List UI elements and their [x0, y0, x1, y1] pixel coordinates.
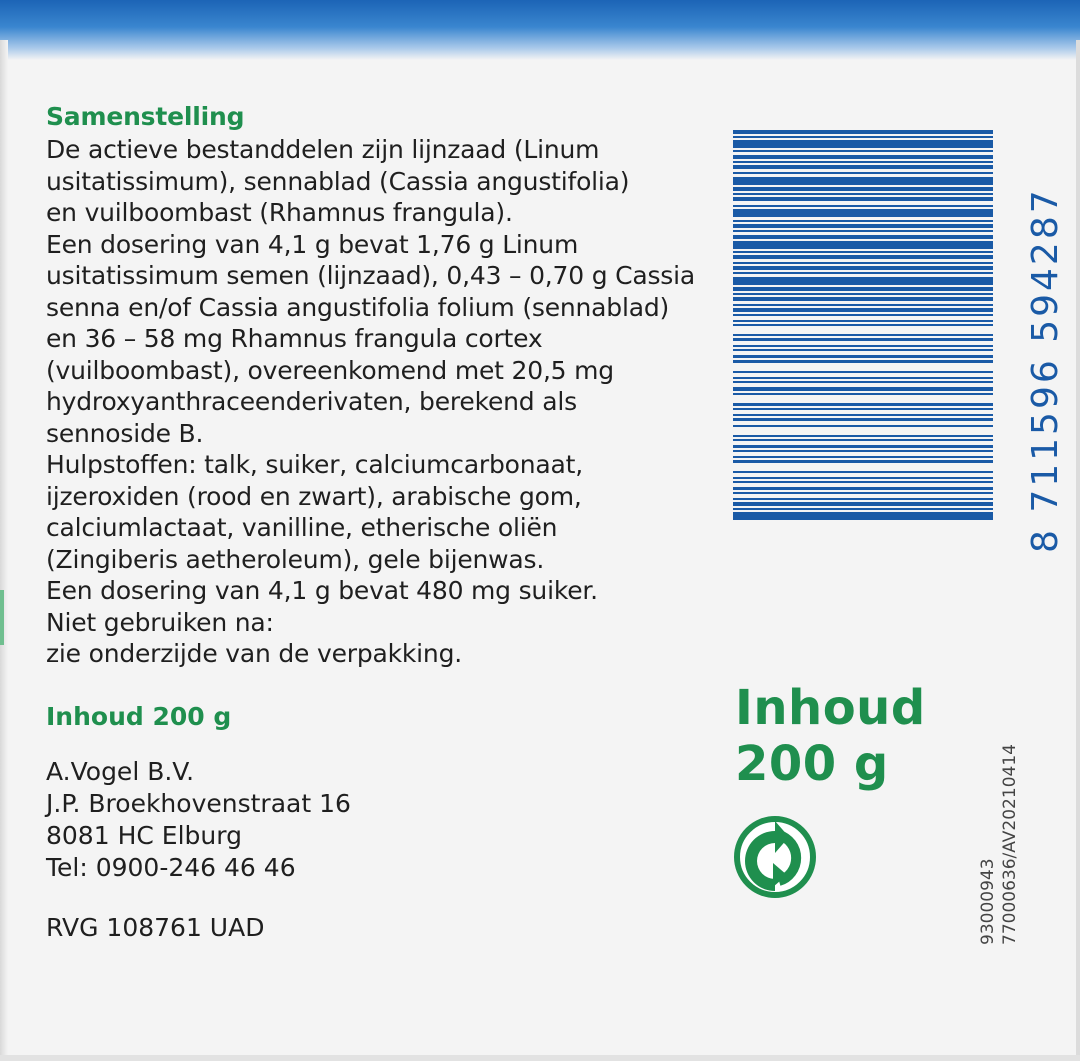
barcode-bar [733, 381, 993, 383]
contents-amount: 200 g [735, 736, 889, 792]
left-green-mark [0, 590, 4, 645]
composition-line: zie onderzijde van de verpakking. [46, 639, 462, 668]
barcode-bar [733, 272, 993, 274]
barcode-bar [733, 445, 993, 448]
composition-line: senna en/of Cassia angustifolia folium (sennablad) [46, 292, 670, 322]
postal-city: 8081 HC Elburg [46, 821, 242, 850]
barcode-bar [733, 262, 993, 264]
barcode-bar [733, 492, 993, 494]
composition-line: De actieve bestanddelen zijn lijnzaad (Linum [46, 135, 600, 164]
barcode-bar [733, 456, 993, 458]
barcode-bar [733, 150, 993, 152]
barcode-bar [733, 314, 993, 316]
barcode-bar [733, 230, 993, 232]
barcode-bar [733, 460, 993, 463]
barcode-bar [733, 205, 993, 207]
registration-number: RVG 108761 UAD [46, 913, 265, 942]
company-name: A.Vogel B.V. [46, 757, 195, 786]
side-code-1: 93000943 [978, 858, 998, 945]
composition-line: hydroxyanthraceenderivaten, berekend als [46, 387, 577, 416]
barcode-bar [733, 197, 993, 201]
barcode-bar [733, 187, 993, 191]
barcode-bar [733, 304, 993, 306]
barcode-bar [733, 277, 993, 285]
barcode-bar [733, 255, 993, 259]
barcode-number: 8 711596 594287 [1025, 187, 1066, 553]
composition-line: sennoside B. [46, 418, 204, 448]
barcode [733, 130, 993, 520]
composition-line: (vuilboombast), overeenkomend met 20,5 mg [46, 355, 614, 385]
barcode-digits [1001, 158, 1066, 553]
barcode-bar [733, 324, 993, 326]
composition-section [46, 100, 726, 670]
barcode-bar [733, 308, 993, 312]
barcode-bar [733, 136, 993, 138]
barcode-bar [733, 338, 993, 341]
barcode-bar [733, 418, 993, 421]
barcode-bar [733, 345, 993, 347]
barcode-bar [733, 220, 993, 222]
green-dot-recycling-icon [733, 815, 817, 899]
composition-line: en 36 – 58 mg Rhamnus frangula cortex [46, 324, 543, 353]
composition-line: calciumlactaat, vanilline, etherische oliën [46, 513, 558, 542]
barcode-bar [733, 266, 993, 270]
barcode-bar [733, 241, 993, 249]
barcode-bar [733, 481, 993, 483]
barcode-bar [733, 414, 993, 416]
barcode-bar [733, 251, 993, 253]
composition-line: usitatissimum), sennablad (Cassia angustifolia) [46, 166, 630, 196]
right-edge [1076, 40, 1080, 1061]
barcode-bar [733, 209, 993, 217]
bottom-edge [0, 1055, 1080, 1061]
barcode-bar [733, 161, 993, 163]
barcode-bar [733, 334, 993, 336]
barcode-bar [733, 177, 993, 185]
barcode-bar [733, 320, 993, 322]
barcode-bar [733, 408, 993, 410]
barcode-bar [733, 450, 993, 452]
composition-heading: Samenstelling [46, 102, 245, 131]
composition-line: Een dosering van 4,1 g bevat 1,76 g Linum [46, 229, 579, 259]
barcode-bar [733, 193, 993, 195]
top-blue-band [0, 0, 1080, 60]
barcode-bar [733, 508, 993, 510]
barcode-bar [733, 293, 993, 295]
phone-number: Tel: 0900-246 46 46 [46, 853, 296, 882]
left-edge-shadow [0, 40, 8, 1061]
street-address: J.P. Broekhovenstraat 16 [46, 789, 351, 818]
barcode-bar [733, 287, 993, 291]
composition-line: en vuilboombast (Rhamnus frangula). [46, 198, 513, 227]
contents-label-small: Inhoud 200 g [46, 702, 232, 731]
barcode-bar [733, 355, 993, 358]
barcode-bar [733, 130, 993, 134]
address-block [46, 756, 351, 884]
barcode-bar [733, 155, 993, 159]
barcode-bar [733, 487, 993, 490]
barcode-bar [733, 425, 993, 427]
barcode-bar [733, 235, 993, 239]
barcode-bar [733, 140, 993, 148]
barcode-bar [733, 349, 993, 351]
barcode-bar [733, 165, 993, 169]
barcode-bar [733, 393, 993, 395]
barcode-bar [733, 477, 993, 479]
barcode-bar [733, 498, 993, 500]
barcode-bar [733, 502, 993, 506]
contents-title: Inhoud [735, 680, 926, 736]
composition-line: Hulpstoffen: talk, suiker, calciumcarbonaat, [46, 450, 584, 479]
barcode-bar [733, 377, 993, 379]
barcode-bar [733, 387, 993, 391]
barcode-bar [733, 172, 993, 174]
side-codes [978, 720, 1034, 945]
barcode-bar [733, 512, 993, 520]
barcode-bar [733, 471, 993, 473]
side-code-2: 77000636/AV20210414 [1000, 744, 1020, 945]
barcode-bar [733, 224, 993, 228]
barcode-bar [733, 403, 993, 406]
barcode-bar [733, 297, 993, 301]
composition-line: usitatissimum semen (lijnzaad), 0,43 – 0,70 g Cassia [46, 261, 695, 290]
composition-line: Niet gebruiken na: [46, 607, 274, 637]
barcode-bar [733, 360, 993, 363]
composition-line: (Zingiberis aetheroleum), gele bijenwas. [46, 544, 545, 574]
composition-line: Een dosering van 4,1 g bevat 480 mg suiker. [46, 576, 598, 605]
barcode-bar [733, 371, 993, 373]
barcode-bar [733, 435, 993, 437]
barcode-bar [733, 439, 993, 441]
composition-line: ijzeroxiden (rood en zwart), arabische gom, [46, 481, 582, 511]
contents-label-large [735, 680, 926, 792]
